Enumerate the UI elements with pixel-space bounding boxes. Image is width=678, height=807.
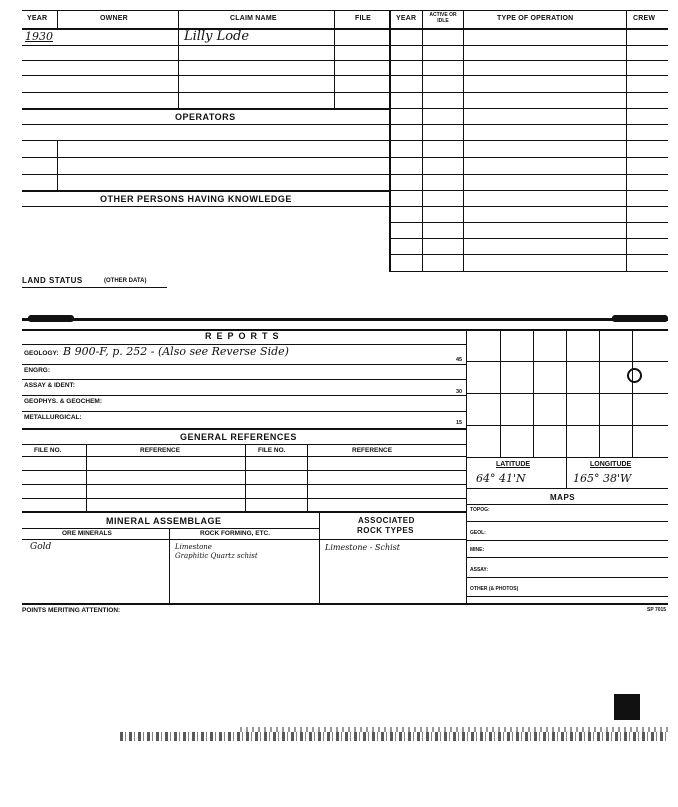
header-year-2: YEAR bbox=[396, 15, 417, 22]
points-meriting-label: POINTS MERITING ATTENTION: bbox=[22, 607, 121, 614]
rock-forming-label: ROCK FORMING, ETC. bbox=[200, 530, 271, 537]
longitude-value: 165° 38'W bbox=[573, 472, 632, 485]
scan-noise-band bbox=[120, 732, 668, 741]
associated-heading-2: ROCK TYPES bbox=[357, 526, 415, 535]
scan-noise-band-2 bbox=[240, 727, 668, 732]
ore-minerals-label: ORE MINERALS bbox=[62, 530, 112, 537]
row-year-value: 1930 bbox=[25, 30, 53, 43]
col-file-no-2: FILE NO. bbox=[258, 447, 286, 454]
maps-assay: ASSAY: bbox=[470, 567, 489, 573]
header-claim-name: CLAIM NAME bbox=[230, 15, 277, 22]
col-reference-2: REFERENCE bbox=[352, 447, 393, 454]
location-marker-icon bbox=[627, 368, 642, 383]
latitude-label: LATITUDE bbox=[496, 461, 531, 468]
land-status-sublabel: (OTHER DATA) bbox=[104, 278, 147, 284]
separator-blot-right bbox=[612, 315, 668, 322]
col-reference-1: REFERENCE bbox=[140, 447, 181, 454]
geology-value: B 900-F, p. 252 - (Also see Reverse Side) bbox=[63, 345, 289, 358]
geology-label: GEOLOGY: bbox=[24, 350, 59, 357]
maps-other: OTHER (& PHOTOS) bbox=[470, 586, 519, 592]
general-references-heading: GENERAL REFERENCES bbox=[180, 432, 297, 442]
row-claim-name-value: Lilly Lode bbox=[184, 29, 250, 44]
rock-forming-value-2: Graphitic Quartz schist bbox=[175, 552, 258, 560]
num-45: 45 bbox=[456, 357, 463, 363]
associated-heading-1: ASSOCIATED bbox=[358, 516, 415, 525]
ore-minerals-value: Gold bbox=[30, 542, 52, 552]
geophys-label: GEOPHYS. & GEOCHEM: bbox=[24, 398, 103, 405]
scan-black-square bbox=[614, 694, 640, 720]
engrg-label: ENGRG: bbox=[24, 367, 50, 374]
separator-bar bbox=[22, 318, 668, 321]
associated-rock-types-value: Limestone - Schist bbox=[325, 543, 400, 552]
num-15: 15 bbox=[456, 420, 463, 426]
reports-heading: REPORTS bbox=[205, 331, 284, 341]
col-file-no-1: FILE NO. bbox=[34, 447, 62, 454]
longitude-label: LONGITUDE bbox=[590, 461, 632, 468]
maps-topog: TOPOG: bbox=[470, 507, 490, 513]
separator-blot-left bbox=[28, 315, 74, 322]
form-code: SP 7015 bbox=[647, 607, 667, 613]
assay-ident-label: ASSAY & IDENT: bbox=[24, 382, 75, 389]
mineral-assemblage-heading: MINERAL ASSEMBLAGE bbox=[106, 516, 222, 526]
latitude-value: 64° 41'N bbox=[476, 472, 526, 485]
metallurgical-label: METALLURGICAL: bbox=[24, 414, 82, 421]
header-year: YEAR bbox=[27, 15, 48, 22]
other-persons-heading: OTHER PERSONS HAVING KNOWLEDGE bbox=[100, 194, 292, 204]
maps-geol: GEOL: bbox=[470, 530, 486, 536]
operators-heading: OPERATORS bbox=[175, 112, 236, 122]
rock-forming-value-1: Limestone bbox=[175, 543, 212, 551]
header-owner: OWNER bbox=[100, 15, 128, 22]
maps-heading: MAPS bbox=[550, 493, 576, 502]
header-crew: CREW bbox=[633, 15, 656, 22]
header-file: FILE bbox=[355, 15, 371, 22]
land-status-label: LAND STATUS bbox=[22, 276, 83, 285]
header-type-of-operation: TYPE OF OPERATION bbox=[497, 15, 574, 22]
header-active-or-idle: ACTIVE OR IDLE bbox=[429, 12, 457, 24]
num-30: 30 bbox=[456, 389, 463, 395]
maps-mine: MINE: bbox=[470, 547, 485, 553]
